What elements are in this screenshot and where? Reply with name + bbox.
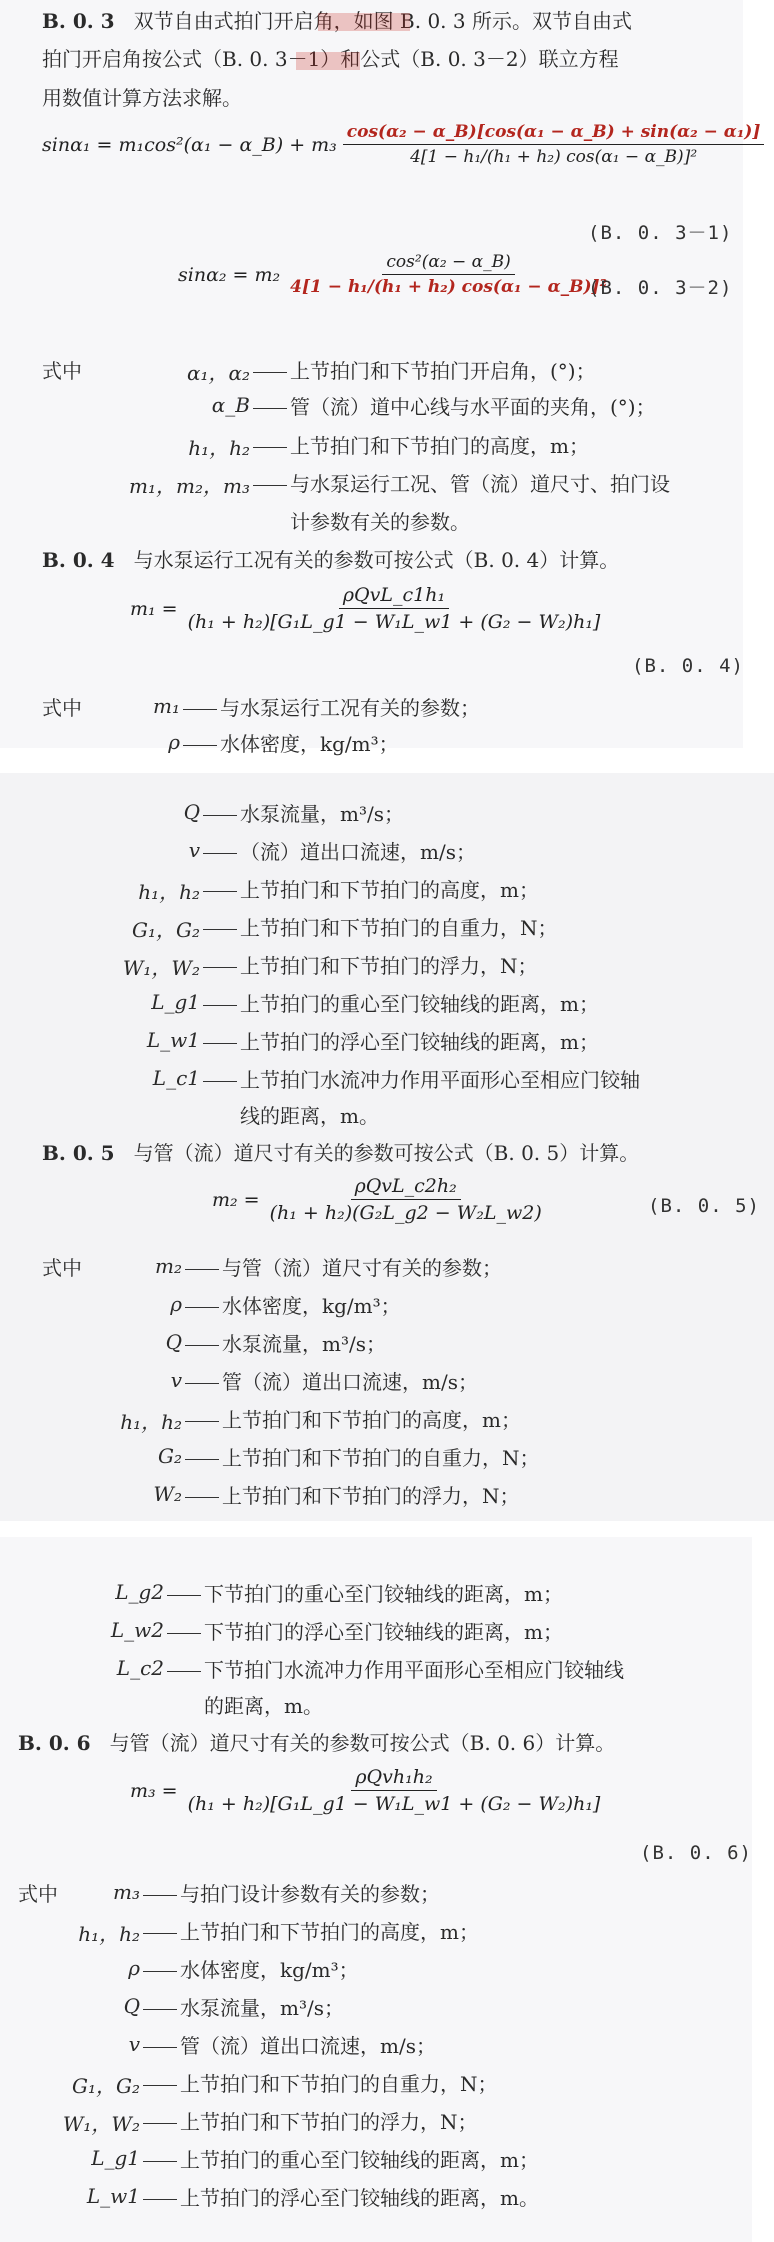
definition-item [140, 2030, 436, 2059]
symbol: L_g1 [91, 2146, 140, 2170]
clause-b06-line [18, 1730, 615, 1756]
definition-text: 上节拍门和下节拍门的自重力，N； [222, 1446, 540, 1470]
equation-denominator: 4[1 − h₁/(h₁ + h₂) cos(α₁ − α_B)]² [290, 277, 608, 297]
equation-lhs: sinα₂ = m₂ [178, 263, 281, 286]
equation-lhs: m₁ = [130, 597, 178, 620]
definition-item [250, 355, 596, 384]
symbol: Q [165, 1330, 182, 1354]
symbol: v [128, 2032, 140, 2056]
definition-item [140, 1878, 440, 1907]
clause-b03-number: B. 0. 3 [42, 9, 115, 33]
definition-text: 上节拍门和下节拍门的浮力，N； [240, 954, 538, 978]
definition-item [180, 692, 480, 721]
definition-item [164, 1578, 563, 1607]
symbol: m₁ [153, 694, 180, 718]
definition-text: 上节拍门水流冲力作用平面形心至相应门铰轴 [240, 1068, 640, 1092]
equation-denominator: (h₁ + h₂)[G₁L_g1 − W₁L_w1 + (G₂ − W₂)h₁] [187, 611, 601, 633]
equation-number: (B. 0. 4) [632, 655, 744, 677]
pen-highlight [296, 52, 360, 70]
definition-item [200, 988, 599, 1017]
definition-item [182, 1404, 521, 1433]
definition-text: 水泵流量，m³/s； [180, 1996, 344, 2020]
definition-text: 上节拍门和下节拍门的自重力，N； [180, 2072, 498, 2096]
definition-text: 上节拍门的浮心至门铰轴线的距离，m； [240, 1030, 599, 1054]
definition-text: 上节拍门和下节拍门开启角，(°)； [290, 359, 596, 383]
definition-text: 水体密度，kg/m³； [222, 1294, 401, 1318]
definition-item [182, 1328, 386, 1357]
symbol: G₁，G₂ [72, 2074, 140, 2098]
equation-denominator: (h₁ + h₂)(G₂L_g2 − W₂L_w2) [269, 1202, 542, 1224]
definition-item [200, 874, 539, 903]
clause-b06-number: B. 0. 6 [18, 1731, 91, 1755]
equation-denominator: 4[1 − h₁/(h₁ + h₂) cos(α₁ − α_B)]² [410, 147, 698, 167]
symbol: ρ [170, 1292, 182, 1316]
definition-text: 下节拍门水流冲力作用平面形心至相应门铰轴线 [204, 1658, 624, 1682]
symbol: L_w2 [110, 1618, 164, 1642]
equation-fraction [343, 122, 765, 167]
definition-item [140, 2068, 498, 2097]
where-label: 式中 [42, 696, 82, 720]
equation-lhs: m₂ = [212, 1188, 260, 1211]
definition-text: 上节拍门和下节拍门的自重力，N； [240, 916, 558, 940]
definition-item [200, 798, 404, 827]
definition-item [140, 1992, 344, 2021]
clause-b05-line [42, 1140, 639, 1166]
clause-b04-line [42, 547, 619, 573]
symbol: h₁，h₂ [78, 1922, 140, 1946]
definition-text: 上节拍门的浮心至门铰轴线的距离，m。 [180, 2186, 539, 2210]
definition-item [182, 1366, 478, 1395]
definition-text: 下节拍门的重心至门铰轴线的距离，m； [204, 1582, 563, 1606]
definition-item [182, 1480, 520, 1509]
symbol: v [188, 838, 200, 862]
definition-text: 水体密度，kg/m³； [220, 732, 399, 756]
equation-numerator: cos²(α₂ − α_B) [382, 252, 514, 275]
equation-number: (B. 0. 6) [640, 1842, 752, 1864]
definition-text: 与管（流）道尺寸有关的参数； [222, 1256, 502, 1280]
definition-continuation: 的距离，m。 [204, 1694, 323, 1718]
definition-text: 下节拍门的浮心至门铰轴线的距离，m； [204, 1620, 563, 1644]
symbol: α_B [211, 393, 250, 417]
equation-lhs: m₃ = [130, 1779, 178, 1802]
definition-item [164, 1654, 624, 1683]
symbol: h₁，h₂ [138, 880, 200, 904]
equation-fraction [184, 1766, 605, 1815]
where-label: 式中 [18, 1882, 58, 1906]
symbol: ρ [128, 1956, 140, 1980]
where-label: 式中 [42, 359, 82, 383]
definition-item [164, 1616, 563, 1645]
equation-numerator: cos(α₂ − α_B)[cos(α₁ − α_B) + sin(α₂ − α₁)] [343, 122, 765, 145]
symbol: G₂ [158, 1444, 182, 1468]
definition-text: 上节拍门的重心至门铰轴线的距离，m； [180, 2148, 539, 2172]
definition-item [140, 1954, 359, 1983]
equation-denominator: (h₁ + h₂)[G₁L_g1 − W₁L_w1 + (G₂ − W₂)h₁] [187, 1793, 601, 1815]
definition-item [140, 2182, 539, 2211]
definition-item [140, 2144, 539, 2173]
equation-b03-2 [178, 252, 611, 297]
where-label: 式中 [42, 1256, 82, 1280]
symbol: m₂ [155, 1254, 182, 1278]
definition-item [250, 468, 670, 497]
definition-text: 上节拍门和下节拍门的浮力，N； [222, 1484, 520, 1508]
definition-item [182, 1290, 401, 1319]
definition-item [200, 950, 538, 979]
definition-text: 上节拍门和下节拍门的高度，m； [240, 878, 539, 902]
equation-numerator: ρQvL_c1h₁ [339, 584, 449, 609]
definition-item [180, 728, 399, 757]
definition-text: 与水泵运行工况有关的参数； [220, 696, 480, 720]
symbol: W₁，W₂ [62, 2112, 140, 2136]
symbol: h₁，h₂ [120, 1410, 182, 1434]
definition-text: 管（流）道中心线与水平面的夹角，(°)； [290, 395, 656, 419]
definition-item [200, 1026, 599, 1055]
symbol: L_c2 [116, 1656, 164, 1680]
definition-item [200, 912, 558, 941]
symbol: m₃ [113, 1880, 140, 1904]
definition-continuation: 计参数有关的参数。 [290, 510, 470, 534]
symbol: Q [183, 800, 200, 824]
definition-text: 上节拍门和下节拍门的高度，m； [180, 1920, 479, 1944]
symbol: ρ [168, 730, 180, 754]
symbol: W₁，W₂ [122, 956, 200, 980]
symbol: h₁，h₂ [188, 436, 250, 460]
clause-b06-text: 与管（流）道尺寸有关的参数可按公式（B. 0. 6）计算。 [109, 1731, 616, 1755]
symbol: v [170, 1368, 182, 1392]
definition-text: 上节拍门和下节拍门的浮力，N； [180, 2110, 478, 2134]
equation-b06 [130, 1766, 604, 1815]
equation-number: (B. 0. 3－2) [588, 277, 733, 299]
pen-highlight [318, 13, 410, 31]
symbol: L_w1 [146, 1028, 200, 1052]
definition-text: 水泵流量，m³/s； [240, 802, 404, 826]
equation-numerator: ρQvL_c2h₂ [351, 1175, 461, 1200]
definition-item [250, 391, 656, 420]
symbol: L_g2 [115, 1580, 164, 1604]
definition-text: （流）道出口流速，m/s； [240, 840, 476, 864]
equation-fraction [184, 584, 605, 633]
definition-text: 上节拍门和下节拍门的高度，m； [290, 434, 589, 458]
clause-b04-number: B. 0. 4 [42, 548, 115, 572]
clause-b05-text: 与管（流）道尺寸有关的参数可按公式（B. 0. 5）计算。 [133, 1141, 640, 1165]
symbol: Q [123, 1994, 140, 2018]
definition-text: 上节拍门的重心至门铰轴线的距离，m； [240, 992, 599, 1016]
definition-text: 与拍门设计参数有关的参数； [180, 1882, 440, 1906]
definition-continuation: 线的距离，m。 [240, 1104, 379, 1128]
clause-b03-text-1: 双节自由式拍门开启角，如图 B. 0. 3 所示。双节自由式 [133, 9, 632, 33]
definition-text: 水体密度，kg/m³； [180, 1958, 359, 1982]
definition-text: 上节拍门和下节拍门的高度，m； [222, 1408, 521, 1432]
symbol: m₁，m₂，m₃ [129, 474, 250, 498]
clause-b04-text: 与水泵运行工况有关的参数可按公式（B. 0. 4）计算。 [133, 548, 620, 572]
symbol: L_g1 [151, 990, 200, 1014]
symbol: L_c1 [152, 1066, 200, 1090]
equation-lhs: sinα₁ = m₁cos²(α₁ − α_B) + m₃ [42, 133, 337, 156]
equation-fraction [286, 252, 611, 297]
definition-text: 与水泵运行工况、管（流）道尺寸、拍门设 [290, 472, 670, 496]
equation-fraction [266, 1175, 546, 1224]
definition-item [250, 430, 589, 459]
definition-text: 水泵流量，m³/s； [222, 1332, 386, 1356]
equation-b04 [130, 584, 604, 633]
definition-item [200, 1064, 640, 1093]
symbol: W₂ [153, 1482, 182, 1506]
clause-b05-number: B. 0. 5 [42, 1141, 115, 1165]
equation-b03-1 [42, 122, 764, 167]
definition-item [140, 1916, 479, 1945]
symbol: G₁，G₂ [132, 918, 200, 942]
equation-number: (B. 0. 3－1) [588, 222, 733, 244]
equation-b05 [212, 1175, 546, 1224]
definition-item [140, 2106, 478, 2135]
equation-numerator: ρQvh₁h₂ [351, 1766, 436, 1791]
symbol: L_w1 [86, 2184, 140, 2208]
definition-text: 管（流）道出口流速，m/s； [180, 2034, 436, 2058]
definition-item [182, 1442, 540, 1471]
clause-b03-text-3: 用数值计算方法求解。 [42, 86, 242, 110]
symbol: α₁，α₂ [186, 361, 250, 385]
definition-item [182, 1252, 502, 1281]
equation-number: (B. 0. 5) [648, 1195, 760, 1217]
definition-text: 管（流）道出口流速，m/s； [222, 1370, 478, 1394]
definition-item [200, 836, 476, 865]
clause-b03-text-2: 拍门开启角按公式（B. 0. 3－1）和公式（B. 0. 3－2）联立方程 [42, 47, 619, 71]
